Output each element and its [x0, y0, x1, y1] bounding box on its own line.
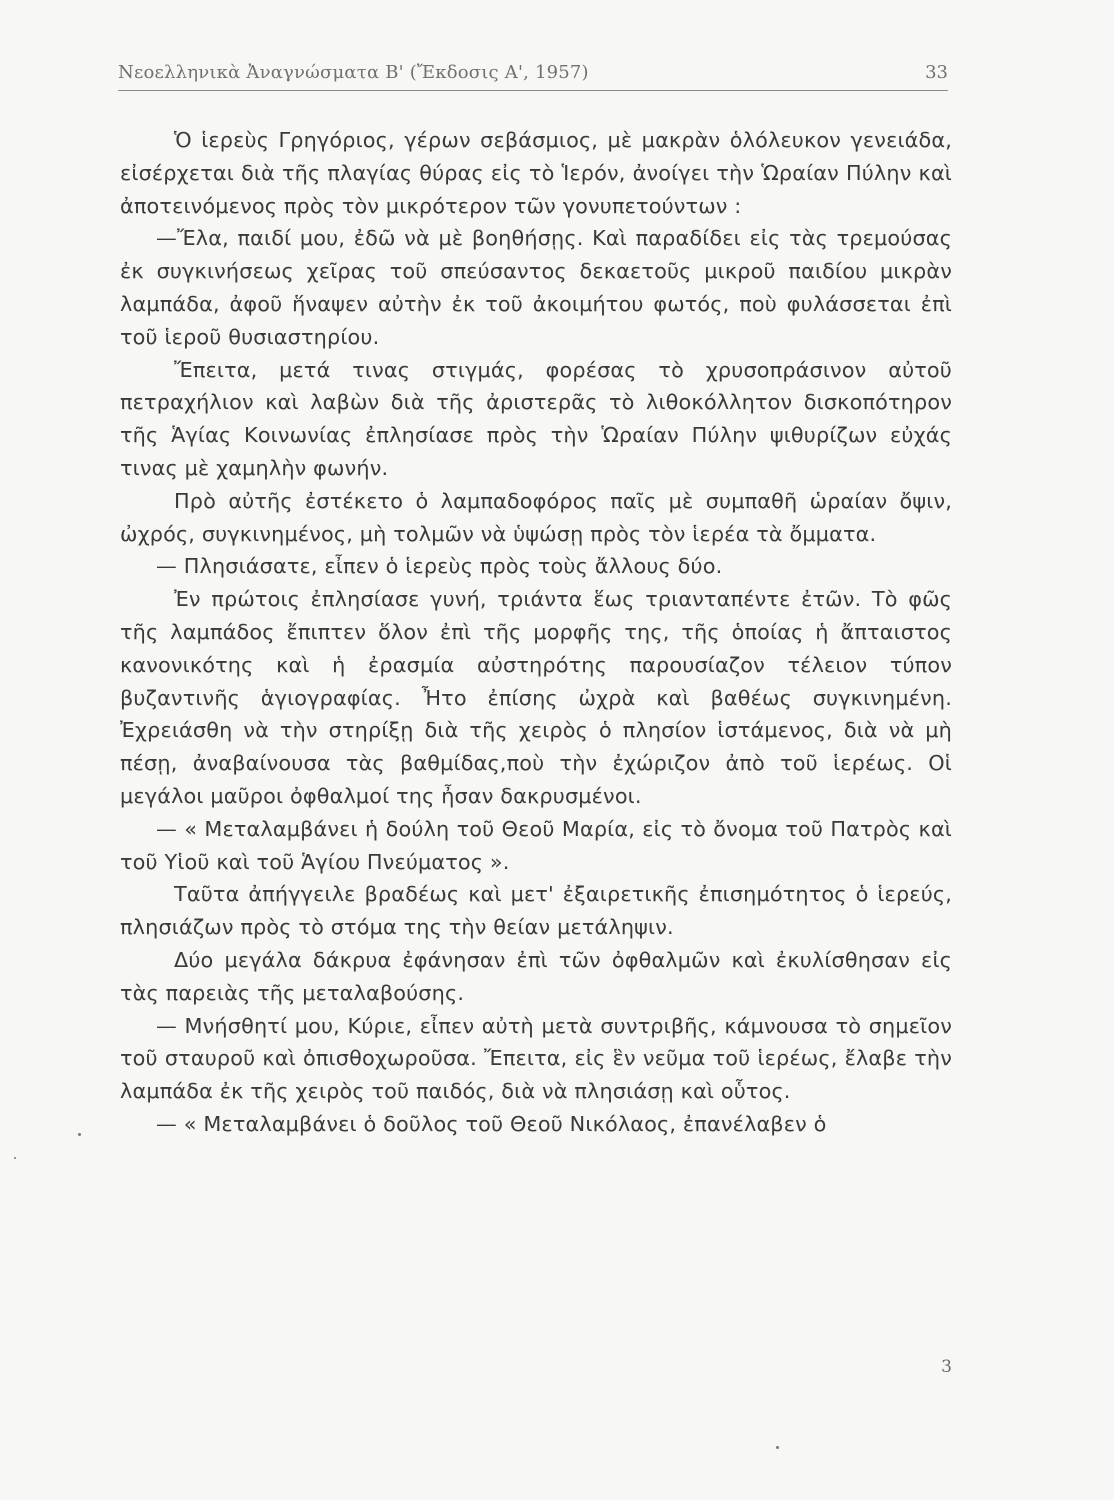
- paragraph: —Ἔλα, παιδί μου, ἐδῶ νὰ μὲ βοηθήσῃς. Καὶ παραδίδει εἰς τὰς τρεμούσας ἐκ συγκινήσεως χεῖρας τοῦ σπεύσαντος δεκαετοῦς μικροῦ παιδίου μικρὰν λαμπάδα, ἀφοῦ ἥναψεν αὐτὴν ἐκ τοῦ ἀκοιμήτου φωτός, ποὺ φυλάσσεται ἐπὶ τοῦ ἱεροῦ θυσιαστηρίου.: [120, 226, 952, 349]
- scan-speck: [78, 1133, 81, 1136]
- paragraph: — « Μεταλαμβάνει ἡ δούλη τοῦ Θεοῦ Μαρία, εἰς τὸ ὄνομα τοῦ Πατρὸς καὶ τοῦ Υἱοῦ καὶ τοῦ Ἁγίου Πνεύματος ».: [120, 816, 952, 874]
- paragraph: Δύο μεγάλα δάκρυα ἐφάνησαν ἐπὶ τῶν ὀφθαλμῶν καὶ ἐκυλίσθησαν εἰς τὰς παρειὰς τῆς μεταλαβούσης.: [120, 947, 952, 1005]
- paragraph: — « Μεταλαμβάνει ὁ δοῦλος τοῦ Θεοῦ Νικόλαος, ἐπανέλαβεν ὁ: [156, 1111, 827, 1136]
- signature-mark: 3: [941, 1357, 952, 1377]
- body-text: [120, 124, 952, 1141]
- paragraph: Πρὸ αὐτῆς ἐστέκετο ὁ λαμπαδοφόρος παῖς μὲ συμπαθῆ ὡραίαν ὄψιν, ὠχρός, συγκινημένος, μὴ τολμῶν νὰ ὑψώσῃ πρὸς τὸν ἱερέα τὰ ὄμματα.: [120, 488, 952, 546]
- scan-speck: [14, 1157, 16, 1159]
- paragraph: Ἐν πρώτοις ἐπλησίασε γυνή, τριάντα ἕως τριανταπέντε ἐτῶν. Τὸ φῶς τῆς λαμπάδος ἔπιπτεν ὅλον ἐπὶ τῆς μορφῆς της, τῆς ὁποίας ἡ ἄπταιστος κανονικότης καὶ ἡ ἐρασμία αὐστηρότης παρουσίαζον τέλειον τύπον βυζαντινῆς ἁγιογραφίας. Ἦτο ἐπίσης ὠχρὰ καὶ βαθέως συγκινημένη. Ἐχρειάσθη νὰ τὴν στηρίξῃ διὰ τῆς χειρὸς ὁ πλησίον ἱστάμενος, διὰ νὰ μὴ πέσῃ, ἀναβαίνουσα τὰς βαθμίδας,ποὺ τὴν ἐχώριζον ἀπὸ τοῦ ἱερέως. Οἱ μεγάλοι μαῦροι ὀφθαλμοί της ἦσαν δακρυσμένοι.: [120, 587, 952, 808]
- paragraph: Ὁ ἱερεὺς Γρηγόριος, γέρων σεβάσμιος, μὲ μακρὰν ὁλόλευκον γενειάδα, εἰσέρχεται διὰ τῆς πλαγίας θύρας εἰς τὸ Ἱερόν, ἀνοίγει τὴν Ὡραίαν Πύλην καὶ ἀποτεινόμενος πρὸς τὸν μικρότερον τῶν γονυπετούντων :: [120, 128, 952, 218]
- page-number: 33: [925, 62, 948, 83]
- running-header: [118, 58, 948, 91]
- paragraph: Ταῦτα ἀπήγγειλε βραδέως καὶ μετ' ἐξαιρετικῆς ἐπισημότητος ὁ ἱερεύς, πλησιάζων πρὸς τὸ στόμα της τὴν θείαν μετάληψιν.: [120, 882, 952, 940]
- paragraph: Ἔπειτα, μετά τινας στιγμάς, φορέσας τὸ χρυσοπράσινον αὐτοῦ πετραχήλιον καὶ λαβὼν διὰ τῆς ἀριστερᾶς τὸ λιθοκόλλητον δισκοπότηρον τῆς Ἁγίας Κοινωνίας ἐπλησίασε πρὸς τὴν Ὡραίαν Πύλην ψιθυρίζων εὐχάς τινας μὲ χαμηλὴν φωνήν.: [120, 357, 952, 480]
- header-title: Νεοελληνικὰ Ἀναγνώσματα Β' (Ἔκδοσις Α', 1957): [118, 62, 589, 83]
- paragraph: — Πλησιάσατε, εἶπεν ὁ ἱερεὺς πρὸς τοὺς ἄλλους δύο.: [156, 554, 723, 579]
- paragraph: — Μνήσθητί μου, Κύριε, εἶπεν αὐτὴ μετὰ συντριβῆς, κάμνουσα τὸ σημεῖον τοῦ σταυροῦ καὶ ὀπισθοχωροῦσα. Ἔπειτα, εἰς ἓν νεῦμα τοῦ ἱερέως, ἔλαβε τὴν λαμπάδα ἐκ τῆς χειρὸς τοῦ παιδός, διὰ νὰ πλησιάσῃ καὶ οὗτος.: [120, 1013, 952, 1104]
- scan-speck: [776, 1446, 779, 1449]
